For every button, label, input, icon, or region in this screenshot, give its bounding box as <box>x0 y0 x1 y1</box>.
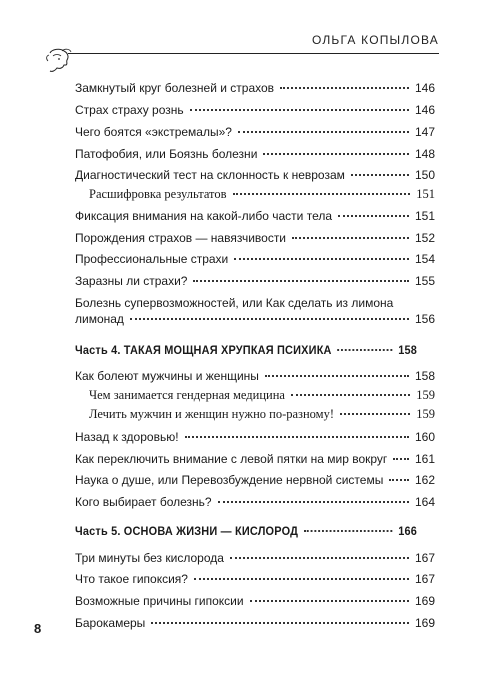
toc-part-title: Часть 5. ОСНОВА ЖИЗНИ — КИСЛОРОД <box>75 526 299 538</box>
toc-entry[interactable] <box>75 571 435 587</box>
toc-part-heading[interactable] <box>75 524 417 540</box>
head-sketch-icon <box>44 47 74 75</box>
toc-entry-page: 151 <box>414 209 435 223</box>
toc-part-heading[interactable] <box>75 343 417 359</box>
dot-leader <box>291 394 410 396</box>
dot-leader <box>230 557 409 559</box>
toc-entry-page: 167 <box>414 572 435 586</box>
toc-entry-page: 161 <box>414 452 435 466</box>
toc-entry-title: Чем занимается гендерная медицина <box>89 388 285 402</box>
dot-leader <box>265 375 409 377</box>
toc-entry[interactable] <box>75 451 435 467</box>
dot-leader <box>233 193 411 195</box>
toc-entry-page: 154 <box>414 252 435 266</box>
toc-entry[interactable] <box>75 295 435 327</box>
toc-entry[interactable] <box>75 494 435 510</box>
toc-entry[interactable] <box>75 429 435 445</box>
toc-entry-page: 158 <box>398 345 417 357</box>
toc-entry[interactable] <box>75 124 435 140</box>
toc-subentry[interactable] <box>89 406 435 422</box>
toc-entry[interactable] <box>75 368 435 384</box>
toc-entry-title: Барокамеры <box>75 616 146 630</box>
dot-leader <box>338 215 409 217</box>
toc-entry[interactable] <box>75 230 435 246</box>
toc-entry-title: Диагностический тест на склонность к неврозам <box>75 168 345 182</box>
toc-entry-title: Что такое гипоксия? <box>75 572 188 586</box>
toc-entry-title: Наука о душе, или Перевозбуждение нервной системы <box>75 473 384 487</box>
dot-leader <box>292 237 409 239</box>
toc-entry-page: 152 <box>414 231 435 245</box>
toc-entry[interactable] <box>75 472 435 488</box>
toc-entry-title: Страх страху рознь <box>75 103 184 117</box>
toc-entry-page: 159 <box>416 407 435 421</box>
dot-leader <box>130 318 409 320</box>
toc-entry[interactable] <box>75 102 435 118</box>
dot-leader <box>304 530 393 532</box>
toc-entry[interactable] <box>75 251 435 267</box>
dot-leader <box>218 501 409 503</box>
dot-leader <box>190 109 409 111</box>
toc-entry-title: Как болеют мужчины и женщины <box>75 369 259 383</box>
toc-entry-title: Лечить мужчин и женщин нужно по-разному! <box>89 407 334 421</box>
toc-entry[interactable] <box>75 80 435 96</box>
toc-part-title: Часть 4. ТАКАЯ МОЩНАЯ ХРУПКАЯ ПСИХИКА <box>75 345 332 357</box>
toc-entry-title: Как переключить внимание с левой пятки на мир вокруг <box>75 452 388 466</box>
dot-leader <box>185 436 409 438</box>
toc-entry-title: Профессиональные страхи <box>75 252 229 266</box>
toc-entry-title: Расшифровка результатов <box>89 187 227 201</box>
toc-entry[interactable] <box>75 208 435 224</box>
toc-entry-page: 146 <box>414 103 435 117</box>
dot-leader <box>389 479 409 481</box>
toc-entry-page: 147 <box>414 125 435 139</box>
toc-entry[interactable] <box>75 615 435 631</box>
toc-entry-title: Чего боятся «экстремалы»? <box>75 125 232 139</box>
toc-entry-page: 169 <box>414 616 435 630</box>
toc-entry-page: 158 <box>414 369 435 383</box>
toc-entry-page: 148 <box>414 147 435 161</box>
toc-entry-title-continued: лимонад <box>75 312 124 326</box>
dot-leader <box>280 87 409 89</box>
dot-leader <box>234 258 409 260</box>
toc-entry-title: Заразны ли страхи? <box>75 274 188 288</box>
toc-subentry[interactable] <box>89 186 435 202</box>
dot-leader <box>351 174 409 176</box>
toc-entry-page: 150 <box>414 168 435 182</box>
toc-entry-title: Замкнутый круг болезней и страхов <box>75 81 275 95</box>
dot-leader <box>151 622 409 624</box>
toc-entry-title: Патофобия, или Боязнь болезни <box>75 147 258 161</box>
toc-entry-page: 164 <box>414 495 435 509</box>
toc-entry-page: 167 <box>414 551 435 565</box>
author-name: ОЛЬГА КОПЫЛОВА <box>311 33 439 47</box>
table-of-contents <box>75 0 435 700</box>
toc-entry-page: 155 <box>414 274 435 288</box>
dot-leader <box>263 153 409 155</box>
toc-entry-page: 169 <box>414 594 435 608</box>
toc-entry-title: Три минуты без кислорода <box>75 551 224 565</box>
toc-entry[interactable] <box>75 550 435 566</box>
toc-entry-title: Фиксация внимания на какой-либо части тела <box>75 209 333 223</box>
dot-leader <box>393 458 409 460</box>
toc-entry-title: Кого выбирает болезнь? <box>75 495 212 509</box>
dot-leader <box>340 413 410 415</box>
dot-leader <box>238 131 409 133</box>
dot-leader <box>250 600 409 602</box>
page-number: 8 <box>34 621 42 636</box>
toc-entry[interactable] <box>75 146 435 162</box>
dot-leader <box>194 578 409 580</box>
toc-entry-page: 159 <box>416 388 435 402</box>
toc-entry[interactable] <box>75 593 435 609</box>
toc-entry-page: 156 <box>414 312 435 326</box>
dot-leader <box>337 349 392 351</box>
toc-entry-page: 146 <box>414 81 435 95</box>
toc-entry-page: 160 <box>414 430 435 444</box>
toc-entry[interactable] <box>75 167 435 183</box>
toc-subentry[interactable] <box>89 387 435 403</box>
toc-entry-title: Назад к здоровью! <box>75 430 179 444</box>
toc-entry-title: Порождения страхов — навязчивости <box>75 231 287 245</box>
dot-leader <box>193 280 408 282</box>
toc-entry-title: Болезнь супервозможностей, или Как сделать из лимона <box>75 296 394 310</box>
toc-entry-page: 162 <box>414 473 435 487</box>
toc-entry-page: 151 <box>416 187 435 201</box>
toc-entry-page: 166 <box>398 526 417 538</box>
toc-entry[interactable] <box>75 273 435 289</box>
toc-entry-title: Возможные причины гипоксии <box>75 594 244 608</box>
